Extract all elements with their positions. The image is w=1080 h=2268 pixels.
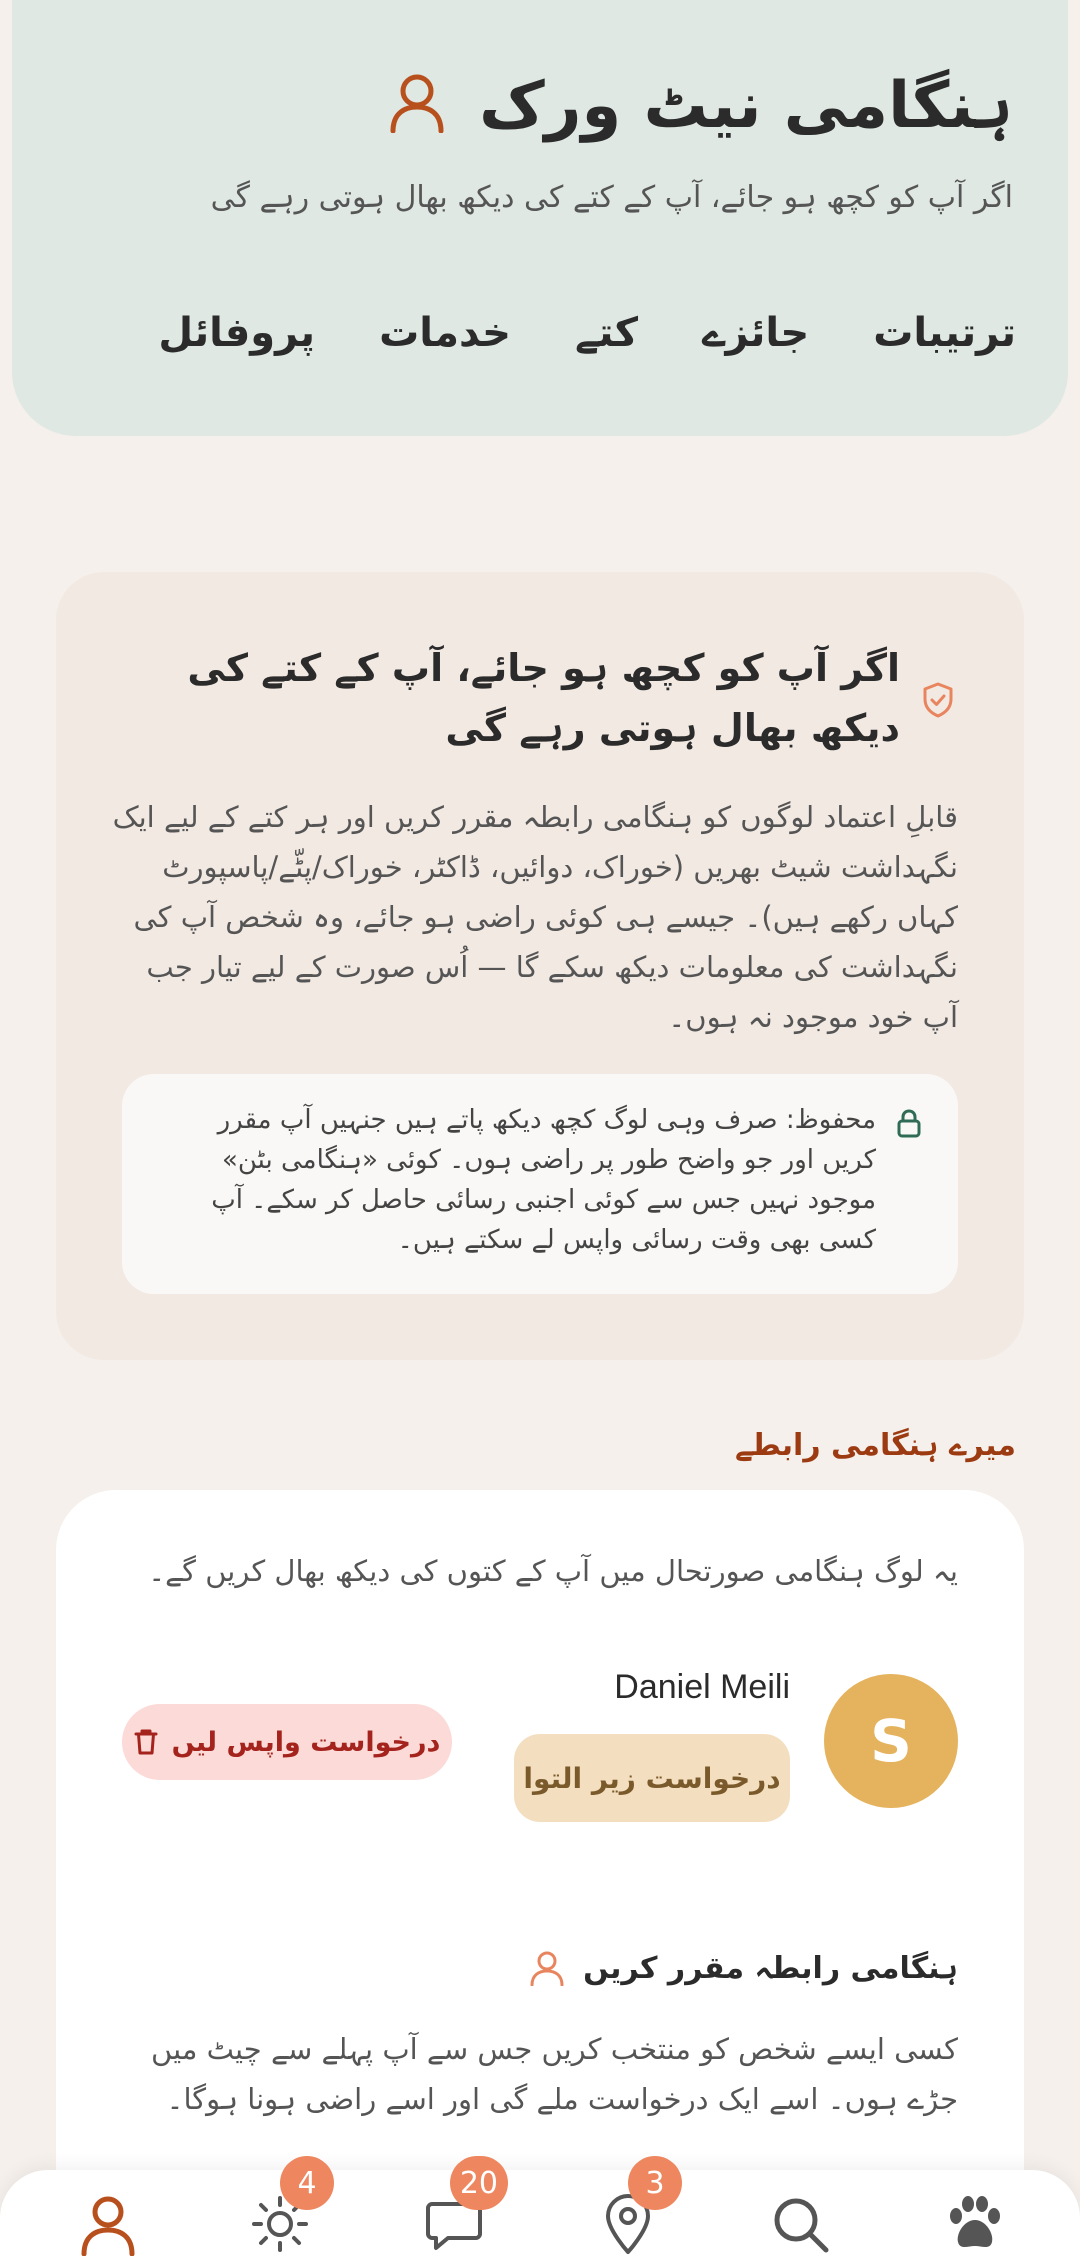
tab-reviews[interactable]: جائزے	[702, 310, 810, 356]
tab-services[interactable]: خدمات	[379, 310, 511, 356]
paw-icon	[942, 2192, 1006, 2256]
privacy-text: محفوظ: صرف وہی لوگ کچھ دیکھ پاتے ہیں جنہیں آپ مقرر کریں اور جو واضح طور پر راضی ہوں۔ کوئی «ہنگامی بٹن» موجود نہیں جس سے کوئی اجنبی رسائی حاصل کر سکے۔ آپ کسی بھی وقت رسائی واپس لے سکتے ہیں۔	[211, 1105, 876, 1255]
page-title: ہنگامی نیٹ ورک	[479, 68, 1013, 143]
info-card	[56, 572, 1024, 1360]
nav-activity[interactable]	[248, 2165, 317, 2256]
tab-dogs[interactable]: کتے	[574, 310, 639, 356]
header-title-row	[389, 50, 1013, 160]
bottom-navigation	[0, 2165, 1080, 2268]
places-badge: 3	[628, 2156, 682, 2210]
trash-icon	[134, 1728, 158, 1756]
lock-icon	[896, 1108, 922, 1138]
contact-name: Daniel Meili	[614, 1668, 790, 1706]
status-badge: درخواست زیر التوا	[514, 1734, 790, 1822]
withdraw-request-button[interactable]	[122, 1704, 452, 1780]
privacy-notice	[122, 1074, 958, 1294]
nav-search[interactable]	[768, 2192, 832, 2256]
section-label-contacts: میرے ہنگامی رابطے	[734, 1428, 1016, 1463]
header	[12, 0, 1068, 436]
assign-contact-description: کسی ایسے شخص کو منتخب کریں جس سے آپ پہلے سے چیٹ میں جڑے ہوں۔ اسے ایک درخواست ملے گی اور اسے راضی ہونا ہوگا۔	[151, 2032, 958, 2116]
nav-profile[interactable]	[76, 2192, 140, 2256]
info-heading: اگر آپ کو کچھ ہو جائے، آپ کے کتے کی دیکھ بھال ہوتی رہے گی	[187, 646, 900, 750]
nav-dogs[interactable]	[942, 2192, 1006, 2256]
withdraw-request-label: درخواست واپس لیں	[171, 1726, 441, 1758]
person-icon	[529, 1950, 565, 1986]
notification-badge: 4	[280, 2156, 334, 2210]
nav-tabs	[158, 310, 1016, 356]
profile-icon	[76, 2192, 140, 2256]
nav-chat[interactable]	[422, 2165, 498, 2256]
shield-check-icon	[922, 682, 954, 718]
assign-contact-header	[529, 1950, 958, 1986]
tab-profile[interactable]: پروفائل	[158, 310, 316, 356]
assign-contact-title: ہنگامی رابطہ مقرر کریں	[583, 1950, 958, 1986]
contacts-card	[56, 1490, 1024, 2268]
nav-places[interactable]	[596, 2165, 665, 2256]
info-body: قابلِ اعتماد لوگوں کو ہنگامی رابطہ مقرر کریں اور ہر کتے کے لیے ایک نگہداشت شیٹ بھریں (خوراک، دوائیں، ڈاکٹر، خوراک/پٹّے/پاسپورٹ کہاں رکھے ہیں)۔ جیسے ہی کوئی راضی ہو جائے، وہ شخص آپ کی نگہداشت کی معلومات دیکھ سکے گا — اُس صورت کے لیے تیار جب آپ خود موجود نہ ہوں۔	[112, 800, 958, 1034]
tab-settings[interactable]: ترتیبات	[873, 310, 1016, 356]
contacts-description: یہ لوگ ہنگامی صورتحال میں آپ کے کتوں کی دیکھ بھال کریں گے۔	[148, 1554, 958, 1588]
header-subtitle: اگر آپ کو کچھ ہو جائے، آپ کے کتے کی دیکھ بھال ہوتی رہے گی	[210, 180, 1013, 215]
search-icon	[768, 2192, 832, 2256]
message-badge: 20	[450, 2156, 508, 2210]
avatar: S	[824, 1674, 958, 1808]
profile-icon	[389, 73, 445, 137]
